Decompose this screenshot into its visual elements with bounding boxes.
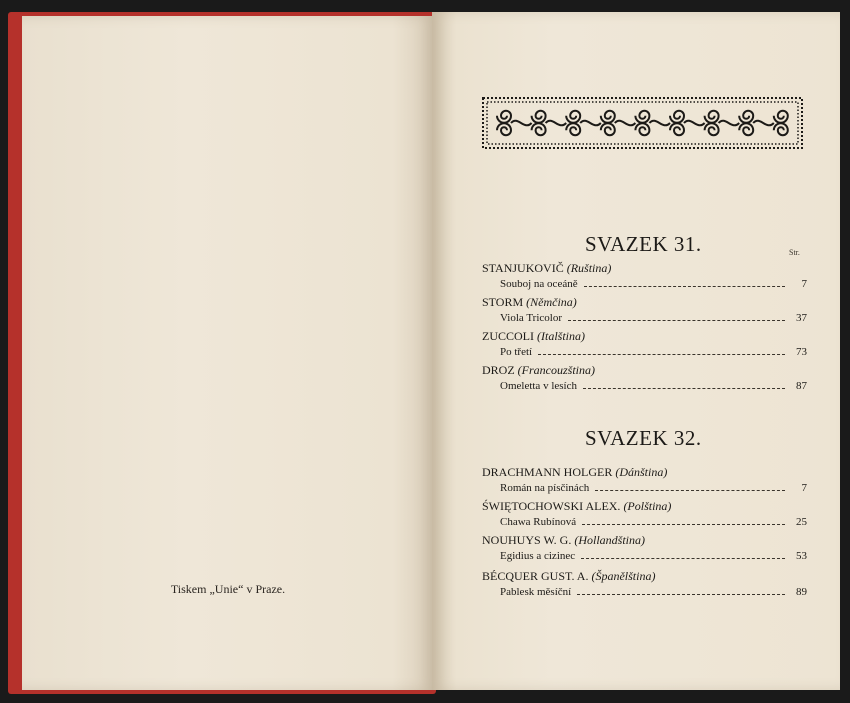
toc-entry <box>482 464 807 497</box>
left-page <box>22 16 434 690</box>
show-through-texture <box>62 116 392 416</box>
volume-heading: SVAZEK 32. <box>585 426 702 450</box>
spiral-motif <box>566 111 601 135</box>
toc-entry <box>482 532 807 565</box>
printer-imprint: Tiskem „Unie“ v Praze. <box>170 582 286 596</box>
spiral-border-ornament-icon <box>482 97 803 149</box>
entry-author-line <box>482 568 807 584</box>
entry-page-number: 25 <box>796 516 807 528</box>
entry-language: (Ruština) <box>566 261 612 275</box>
entry-work-title: Chawa Rubínová <box>500 516 577 528</box>
entry-page-number: 87 <box>796 380 807 392</box>
entry-language: (Němčina) <box>526 295 577 309</box>
spiral-motif <box>670 111 705 135</box>
entry-author-line <box>482 498 807 514</box>
entry-language: (Hollandština) <box>574 533 646 547</box>
dotted-leader <box>581 558 785 559</box>
toc-entry <box>482 568 807 601</box>
entry-work-line <box>482 310 807 327</box>
entry-author: DROZ <box>482 363 515 377</box>
entry-page-number: 7 <box>801 278 807 290</box>
entry-work-line <box>482 548 807 565</box>
spiral-motif <box>635 111 670 135</box>
entry-page-number: 53 <box>796 550 807 562</box>
entry-author-line <box>482 294 807 310</box>
dotted-leader <box>583 388 785 389</box>
dotted-leader <box>568 320 785 321</box>
entry-language: (Španělština) <box>591 569 656 583</box>
entry-work-line <box>482 276 807 293</box>
entry-work-title: Po třetí <box>500 346 533 358</box>
entry-work-title: Omeletta v lesích <box>500 380 577 392</box>
entry-author: STORM <box>482 295 524 309</box>
spiral-motif <box>739 111 774 135</box>
toc-entry <box>482 260 807 293</box>
right-page <box>432 12 840 690</box>
entry-author: STANJUKOVIČ <box>482 261 564 275</box>
dotted-leader <box>595 490 785 491</box>
entry-work-title: Egidius a cizinec <box>500 550 576 562</box>
entry-author-line <box>482 260 807 276</box>
entry-author: ŚWIĘTOCHOWSKI ALEX. <box>482 499 621 513</box>
toc-entry <box>482 294 807 327</box>
dotted-leader <box>584 286 785 287</box>
page-column-label: Str. <box>789 248 800 257</box>
toc-entry <box>482 498 807 531</box>
entry-language: (Polština) <box>623 499 672 513</box>
entry-work-title: Pablesk měsíční <box>500 586 572 598</box>
entry-language: (Francouzština) <box>517 363 595 377</box>
entry-work-line <box>482 378 807 395</box>
spiral-motif <box>601 111 636 135</box>
entry-work-title: Román na písčinách <box>500 482 590 494</box>
entry-author: DRACHMANN HOLGER <box>482 465 613 479</box>
spiral-motif <box>705 111 740 135</box>
spiral-motif <box>774 111 788 135</box>
dotted-leader <box>582 524 785 525</box>
entry-page-number: 37 <box>796 312 807 324</box>
dotted-leader <box>577 594 785 595</box>
dotted-leader <box>538 354 785 355</box>
entry-work-title: Souboj na oceáně <box>500 278 578 290</box>
entry-work-title: Viola Tricolor <box>500 312 562 324</box>
entry-author-line <box>482 464 807 480</box>
entry-page-number: 73 <box>796 346 807 358</box>
entry-author: BÉCQUER GUST. A. <box>482 569 589 583</box>
spiral-motif <box>497 111 532 135</box>
entry-page-number: 7 <box>801 482 807 494</box>
entry-work-line <box>482 514 807 531</box>
entry-author: NOUHUYS W. G. <box>482 533 572 547</box>
entry-work-line <box>482 480 807 497</box>
entry-page-number: 89 <box>796 586 807 598</box>
toc-entry <box>482 328 807 361</box>
entry-language: (Dánština) <box>615 465 668 479</box>
toc-entry <box>482 362 807 395</box>
entry-author-line <box>482 362 807 378</box>
entry-author-line <box>482 532 807 548</box>
entry-language: (Italština) <box>537 329 585 343</box>
spiral-motif <box>532 111 567 135</box>
volume-heading: SVAZEK 31. <box>585 232 702 256</box>
entry-work-line <box>482 344 807 361</box>
entry-author-line <box>482 328 807 344</box>
entry-work-line <box>482 584 807 601</box>
entry-author: ZUCCOLI <box>482 329 534 343</box>
